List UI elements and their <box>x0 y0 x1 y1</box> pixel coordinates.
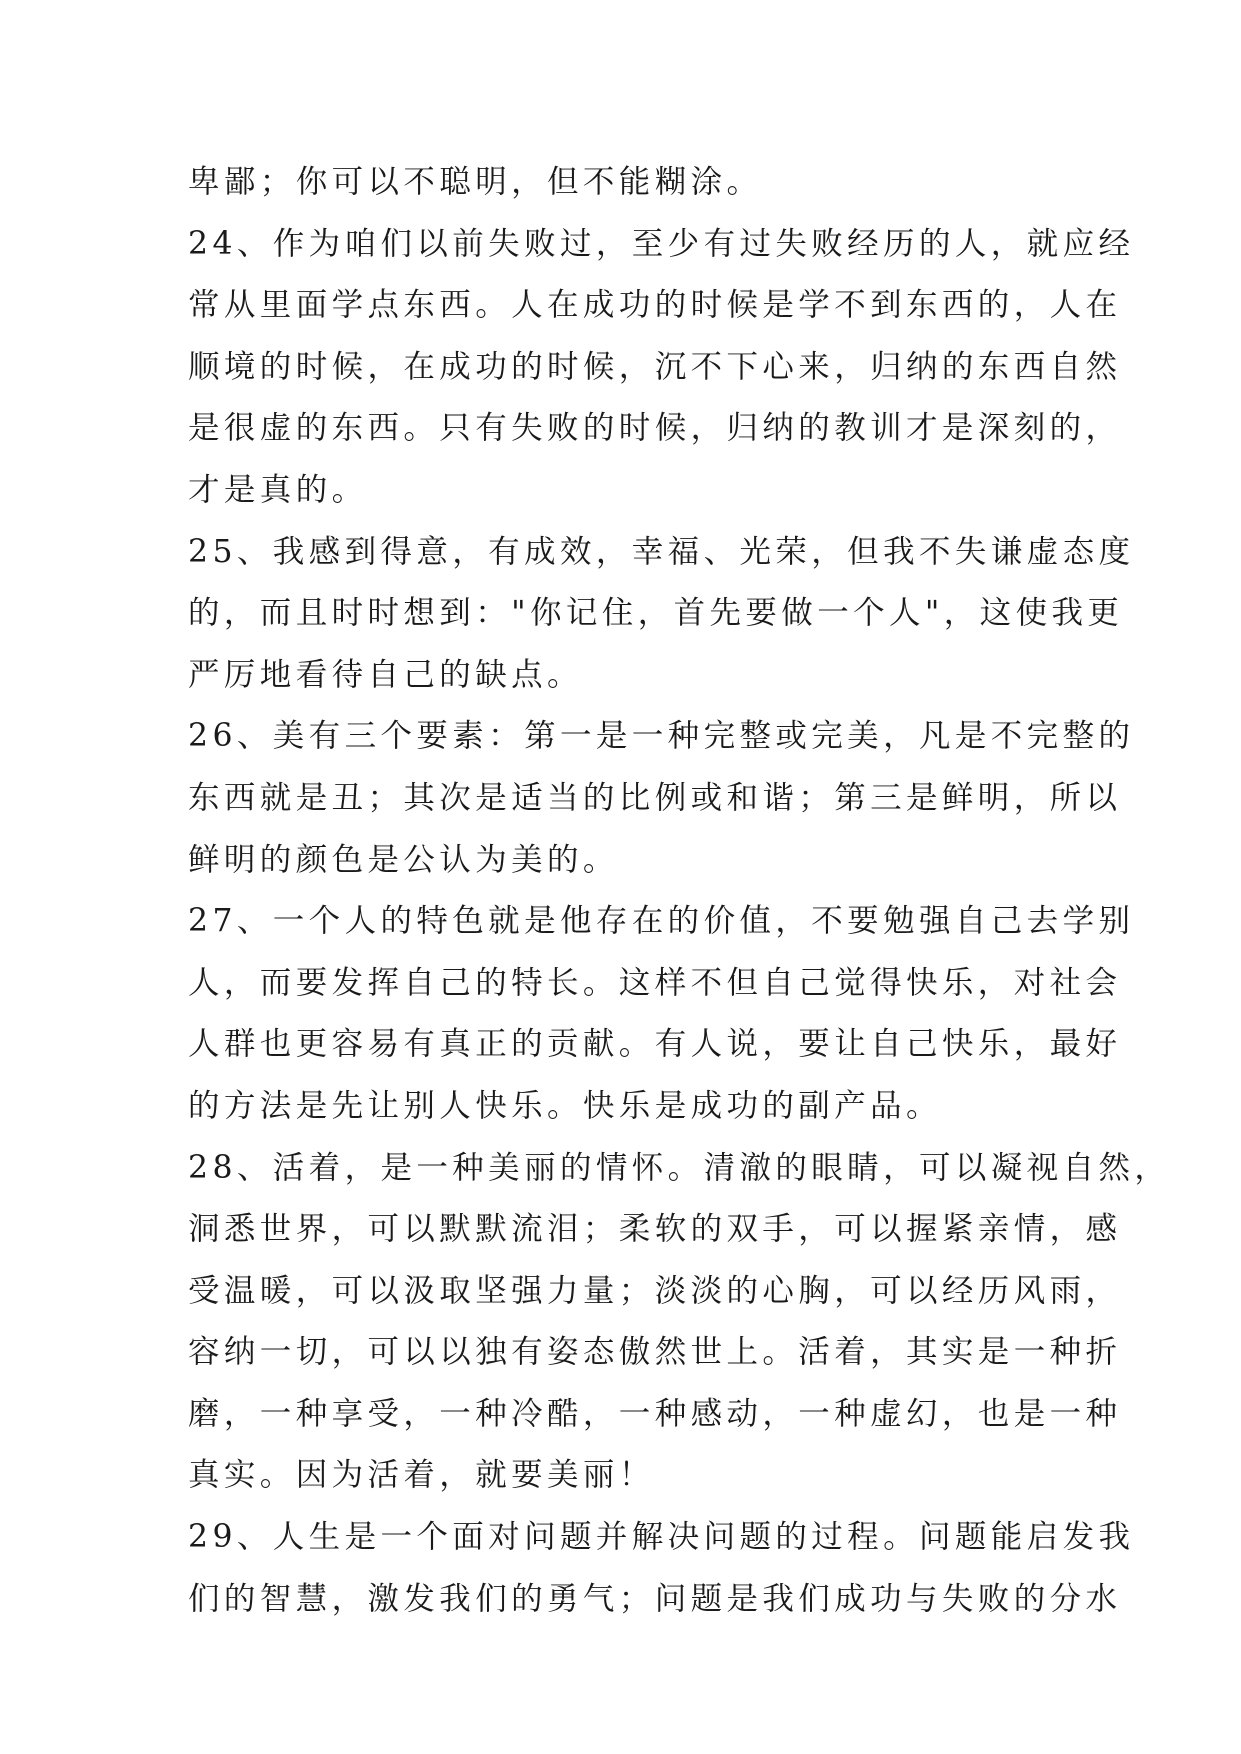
text-line: 24、作为咱们以前失败过，至少有过失败经历的人，就应经 <box>188 225 1135 262</box>
text-line: 严厉地看待自己的缺点。 <box>188 656 583 693</box>
text-line: 才是真的。 <box>188 471 368 508</box>
text-line: 洞悉世界，可以默默流泪；柔软的双手，可以握紧亲情，感 <box>188 1211 1122 1248</box>
text-line: 是很虚的东西。只有失败的时候，归纳的教训才是深刻的， <box>188 410 1122 447</box>
text-line: 的，而且时时想到："你记住，首先要做一个人"，这使我更 <box>188 595 1124 632</box>
text-line: 受温暖，可以汲取坚强力量；淡淡的心胸，可以经历风雨， <box>188 1272 1122 1309</box>
text-line: 们的智慧，激发我们的勇气；问题是我们成功与失败的分水 <box>188 1580 1122 1617</box>
text-line: 磨，一种享受，一种冷酷，一种感动，一种虚幻，也是一种 <box>188 1395 1122 1432</box>
text-line: 容纳一切，可以以独有姿态傲然世上。活着，其实是一种折 <box>188 1334 1122 1371</box>
text-line: 的方法是先让别人快乐。快乐是成功的副产品。 <box>188 1087 942 1124</box>
text-line: 26、美有三个要素：第一是一种完整或完美，凡是不完整的 <box>188 718 1135 755</box>
text-line: 25、我感到得意，有成效，幸福、光荣，但我不失谦虚态度 <box>188 533 1135 570</box>
text-line: 人群也更容易有真正的贡献。有人说，要让自己快乐，最好 <box>188 1026 1122 1063</box>
text-line: 人，而要发挥自己的特长。这样不但自己觉得快乐，对社会 <box>188 964 1122 1001</box>
body-text <box>188 152 1171 1630</box>
text-line: 真实。因为活着，就要美丽！ <box>188 1457 655 1494</box>
text-line: 27、一个人的特色就是他存在的价值，不要勉强自己去学别 <box>188 903 1135 940</box>
text-line: 28、活着，是一种美丽的情怀。清澈的眼睛，可以凝视自然， <box>188 1149 1171 1186</box>
text-line: 29、人生是一个面对问题并解决问题的过程。问题能启发我 <box>188 1519 1135 1556</box>
text-line: 常从里面学点东西。人在成功的时候是学不到东西的，人在 <box>188 287 1122 324</box>
text-line: 顺境的时候，在成功的时候，沉不下心来，归纳的东西自然 <box>188 348 1122 385</box>
text-line: 卑鄙；你可以不聪明，但不能糊涂。 <box>188 164 763 200</box>
text-line: 鲜明的颜色是公认为美的。 <box>188 841 619 878</box>
text-line: 东西就是丑；其次是适当的比例或和谐；第三是鲜明，所以 <box>188 779 1122 816</box>
